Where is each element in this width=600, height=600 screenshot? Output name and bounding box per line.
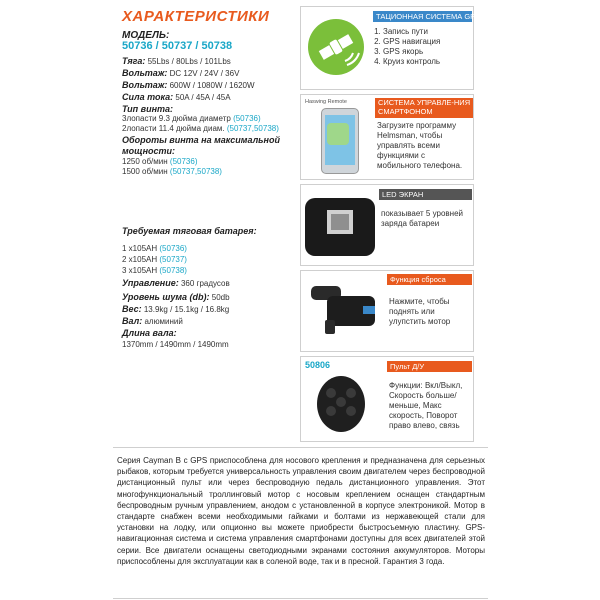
spec-bat3 xyxy=(122,266,187,276)
spec-label: Уровень шума (db): xyxy=(122,292,210,302)
card-reset-text: Нажмите, чтобы поднять или улупстить мотор xyxy=(389,297,451,326)
spec-model: (50737,50738) xyxy=(169,167,222,176)
spec-text: 1250 об/мин xyxy=(122,157,168,166)
card-remote xyxy=(300,356,474,442)
card-gps xyxy=(300,6,509,90)
spec-label: Длина вала: xyxy=(122,328,177,338)
spec-bat1 xyxy=(122,244,187,254)
spec-model: (50738) xyxy=(159,266,187,275)
spec-rpm1 xyxy=(122,157,197,167)
card-remote-text: Функции: Вкл/Выкл, Скорость больше/меньше, Макс скорость, Поворот право влево, связь xyxy=(389,381,463,430)
led-screen-image xyxy=(305,188,375,262)
spec-model: (50737) xyxy=(159,255,187,264)
spec-label: Вес: xyxy=(122,304,142,314)
spec-shaft-length-value: 1370mm / 1490mm / 1490mm xyxy=(122,340,229,349)
spec-label: Вольтаж: xyxy=(122,68,168,78)
spec-shaft xyxy=(122,316,183,327)
models-label: МОДЕЛЬ: xyxy=(122,30,170,41)
card-app-header: СИСТЕМА УПРАВЛЕ-НИЯ СМАРТФОНОМ xyxy=(375,98,473,118)
card-led-header: LED ЭКРАН xyxy=(379,189,472,200)
spec-label: Тяга: xyxy=(122,56,146,66)
spec-battery-label xyxy=(122,226,257,237)
spec-label: Управление: xyxy=(122,278,179,288)
spec-value: 50A / 45A / 45A xyxy=(175,93,231,102)
spec-value: алюминий xyxy=(144,317,183,326)
spec-current xyxy=(122,92,231,103)
card-remote-header: Пульт Д/У xyxy=(387,361,472,372)
description-text: Серия Cayman B с GPS приспособлена для носового крепления и предназначена для серьезных рыбаков, которым требуется универсальность управления своим двигателем через беспроводной дистанционный пульт или через беспроводную педаль дистанционного управления. Этот многофункциональный троллинговый мотор с носовым креплением оснащен стандартным беспроводным ручным управлением, анодом с установленной в корпусе электроникой. Мотор в стандарте снабжен всеми необходимыми гайками и болтами из нержавеющей стали для установки на лодку, или опционно вы можете приобрести быстросъемную пластину. GPS-навигационная система и система управления смартфонами доступны для всех двигателей этой серии. Все двигатели оснащены светодиодными экранами состояния аккумуляторов. Моторы приспособлены для эксплуатации как в соленой воде, так и в пресной. Гарантия 3 года. xyxy=(117,456,485,566)
models-value: 50736 / 50737 / 50738 xyxy=(122,40,233,52)
card-led xyxy=(300,184,474,266)
page-title: ХАРАКТЕРИСТИКИ xyxy=(122,8,270,25)
spec-wattage xyxy=(122,80,255,91)
spec-label: Обороты винта на максимальной мощности: xyxy=(122,135,280,156)
spec-text: 2лопасти 11.4 дюйма диам. xyxy=(122,124,225,133)
card-app xyxy=(300,94,474,180)
list-item: 2. GPS навигация xyxy=(383,37,471,47)
mount-image xyxy=(305,274,381,348)
spec-label: Сила тока: xyxy=(122,92,174,102)
list-item: 1. Запись пути xyxy=(383,27,471,37)
spec-model: (50736) xyxy=(233,114,261,123)
spec-label: Требуемая тяговая батарея: xyxy=(122,226,257,236)
phone-icon xyxy=(321,108,359,174)
spec-rpm2 xyxy=(122,167,222,177)
spec-label: Тип винта: xyxy=(122,104,174,114)
spec-label: Вольтаж: xyxy=(122,80,168,90)
spec-value: 55Lbs / 80Lbs / 101Lbs xyxy=(147,57,231,66)
spec-prop2 xyxy=(122,124,279,134)
spec-rpm-label xyxy=(122,135,300,157)
spec-prop1 xyxy=(122,114,261,124)
spec-noise xyxy=(122,292,230,303)
spec-text: 1500 об/мин xyxy=(122,167,168,176)
card-led-text: показывает 5 уровней заряда батареи xyxy=(381,209,463,228)
spec-model: (50736) xyxy=(169,157,198,166)
spec-control xyxy=(122,278,230,289)
phone-image xyxy=(305,99,373,175)
card-reset xyxy=(300,270,474,352)
card-gps-list xyxy=(373,27,471,67)
spec-value: 50db xyxy=(211,293,230,302)
spec-shaft-length xyxy=(122,328,177,339)
remote-image xyxy=(313,371,369,437)
spec-model: (50737,50738) xyxy=(226,124,279,133)
phone-caption: Haswing Remote xyxy=(305,99,347,105)
spec-voltage xyxy=(122,68,239,79)
spec-value: DC 12V / 24V / 36V xyxy=(169,69,240,78)
spec-thrust xyxy=(122,56,231,67)
spec-text: 2 x105AH xyxy=(122,255,158,264)
spec-label: Вал: xyxy=(122,316,143,326)
spec-text: 3 x105AH xyxy=(122,266,158,275)
card-gps-header: ТАЦИОННАЯ СИСТЕМА GPS SMART xyxy=(373,11,472,22)
card-reset-header: Функция сброса xyxy=(387,274,472,285)
spec-value: 600W / 1080W / 1620W xyxy=(169,81,255,90)
remote-model: 50806 xyxy=(305,360,331,370)
card-app-text: Загрузите программу Helmsman, чтобы управлять всеми функциями с мобильного телефона. xyxy=(377,121,463,170)
spec-value: 360 градусов xyxy=(180,279,230,288)
spec-model: (50736) xyxy=(159,244,187,253)
gps-satellite-icon xyxy=(305,13,367,81)
spec-bat2 xyxy=(122,255,187,265)
spec-text: 1 x105AH xyxy=(122,244,158,253)
list-item: 3. GPS якорь xyxy=(383,47,471,57)
spec-text: 3лопасти 9.3 дюйма диаметр xyxy=(122,114,231,123)
spec-value: 13.9kg / 15.1kg / 16.8kg xyxy=(143,305,230,314)
spec-weight xyxy=(122,304,229,315)
list-item: 4. Круиз контроль xyxy=(383,57,471,67)
